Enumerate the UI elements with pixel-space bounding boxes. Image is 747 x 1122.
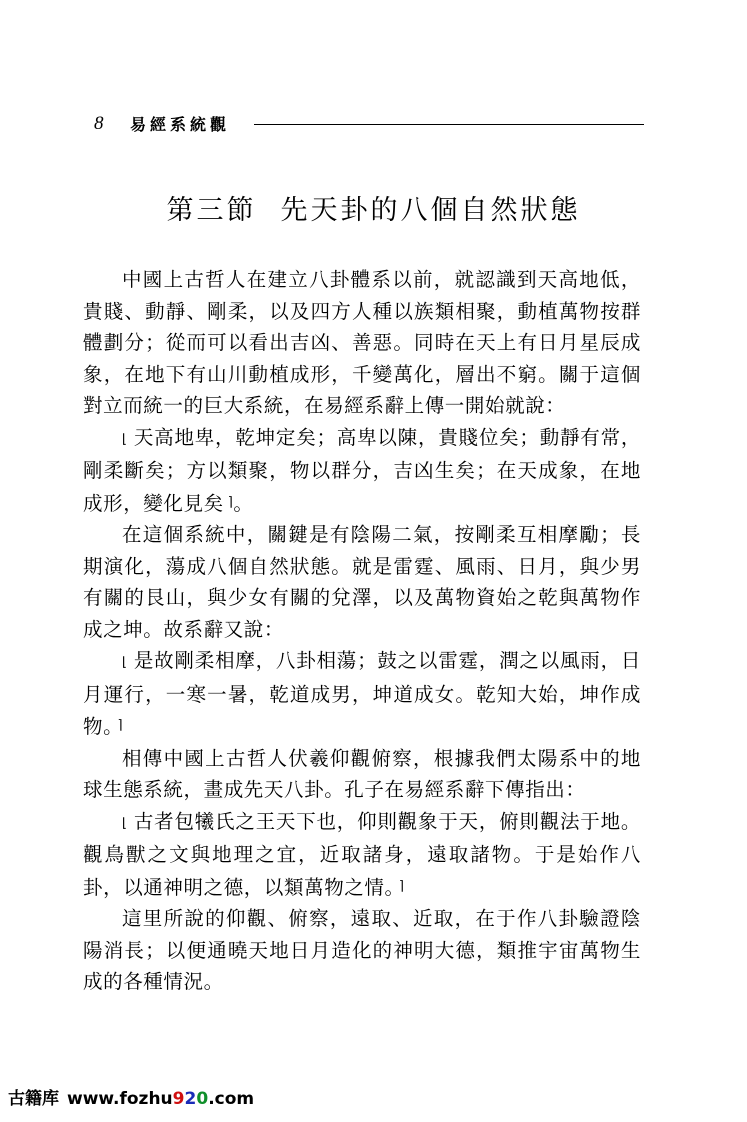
paragraph: 中國上古哲人在建立八卦體系以前，就認識到天高地低，貴賤、動靜、剛柔，以及四方人種以族類相聚，動植萬物按群體劃分；從而可以看出吉凶、善惡。同時在天上有日月星辰成象，在地下有山川動植成形，千變萬化，層出不窮。關于這個對立而統一的巨大系統，在易經系辭上傳一開始就說： — [83, 268, 641, 417]
running-header — [94, 113, 646, 137]
section-number: 第三節 — [166, 195, 257, 226]
footer-url-prefix: www.fozhu — [67, 1089, 173, 1109]
page-number: 8 — [94, 113, 104, 134]
paragraph: 在這個系統中，關鍵是有陰陽二氣，按剛柔互相摩勵；長期演化，蕩成八個自然狀態。就是雷霆、風雨、日月，與少男有關的艮山，與少女有關的兌澤，以及萬物資始之乾與萬物作成之坤。故系辭又說： — [83, 523, 641, 641]
quote-paragraph — [83, 422, 641, 520]
book-title: 易經系統觀 — [130, 115, 231, 134]
section-title: 先天卦的八個自然狀態 — [280, 195, 581, 226]
footer-url-digit: 0 — [196, 1089, 209, 1109]
quote-paragraph — [83, 645, 641, 743]
paragraph: 這里所說的仰觀、俯察，遠取、近取，在于作八卦驗證陰陽消長；以便通曉天地日月造化的神明大德，類推宇宙萬物生成的各種情況。 — [83, 907, 641, 993]
footer-url-suffix: .com — [208, 1089, 255, 1109]
footer-site-name: 古籍库 — [8, 1089, 59, 1109]
quote-open-mark: ⌊ — [122, 431, 128, 447]
footer-url-digit: 9 — [172, 1089, 185, 1109]
section-heading — [0, 194, 747, 228]
paragraph: 相傳中國上古哲人伏羲仰觀俯察，根據我們太陽系中的地球生態系統，畫成先天八卦。孔子在易經系辭下傳指出： — [83, 746, 641, 801]
quote-paragraph — [83, 806, 641, 904]
quote-open-mark: ⌊ — [122, 655, 128, 670]
quote-text: 是故剛柔相摩，八卦相蕩；鼓之以雷霆，潤之以風雨，日月運行，一寒一暑，乾道成男，坤道成女。乾知大始，坤作成物。 — [83, 649, 641, 738]
header-rule — [254, 124, 644, 125]
footer-url-digit: 2 — [184, 1089, 197, 1109]
quote-text: 古者包犧氏之王天下也，仰則觀象于天，俯則觀法于地。觀鳥獸之文與地理之宜，近取諸身，遠取諸物。于是始作八卦，以通神明之德，以類萬物之情。 — [83, 809, 641, 899]
quote-tail: 。 — [233, 491, 254, 515]
body-text — [83, 264, 641, 998]
quote-close-mark: ⌉ — [227, 494, 234, 510]
quote-close-mark: ⌉ — [398, 878, 405, 894]
footer-watermark — [8, 1088, 254, 1110]
quote-open-mark: ⌊ — [122, 815, 128, 831]
quote-text: 天高地卑，乾坤定矣；高卑以陳，貴賤位矣；動靜有常，剛柔斷矣；方以類聚，物以群分，吉凶生矣；在天成象，在地成形，變化見矣 — [83, 425, 641, 515]
quote-close-mark: ⌉ — [117, 718, 124, 733]
